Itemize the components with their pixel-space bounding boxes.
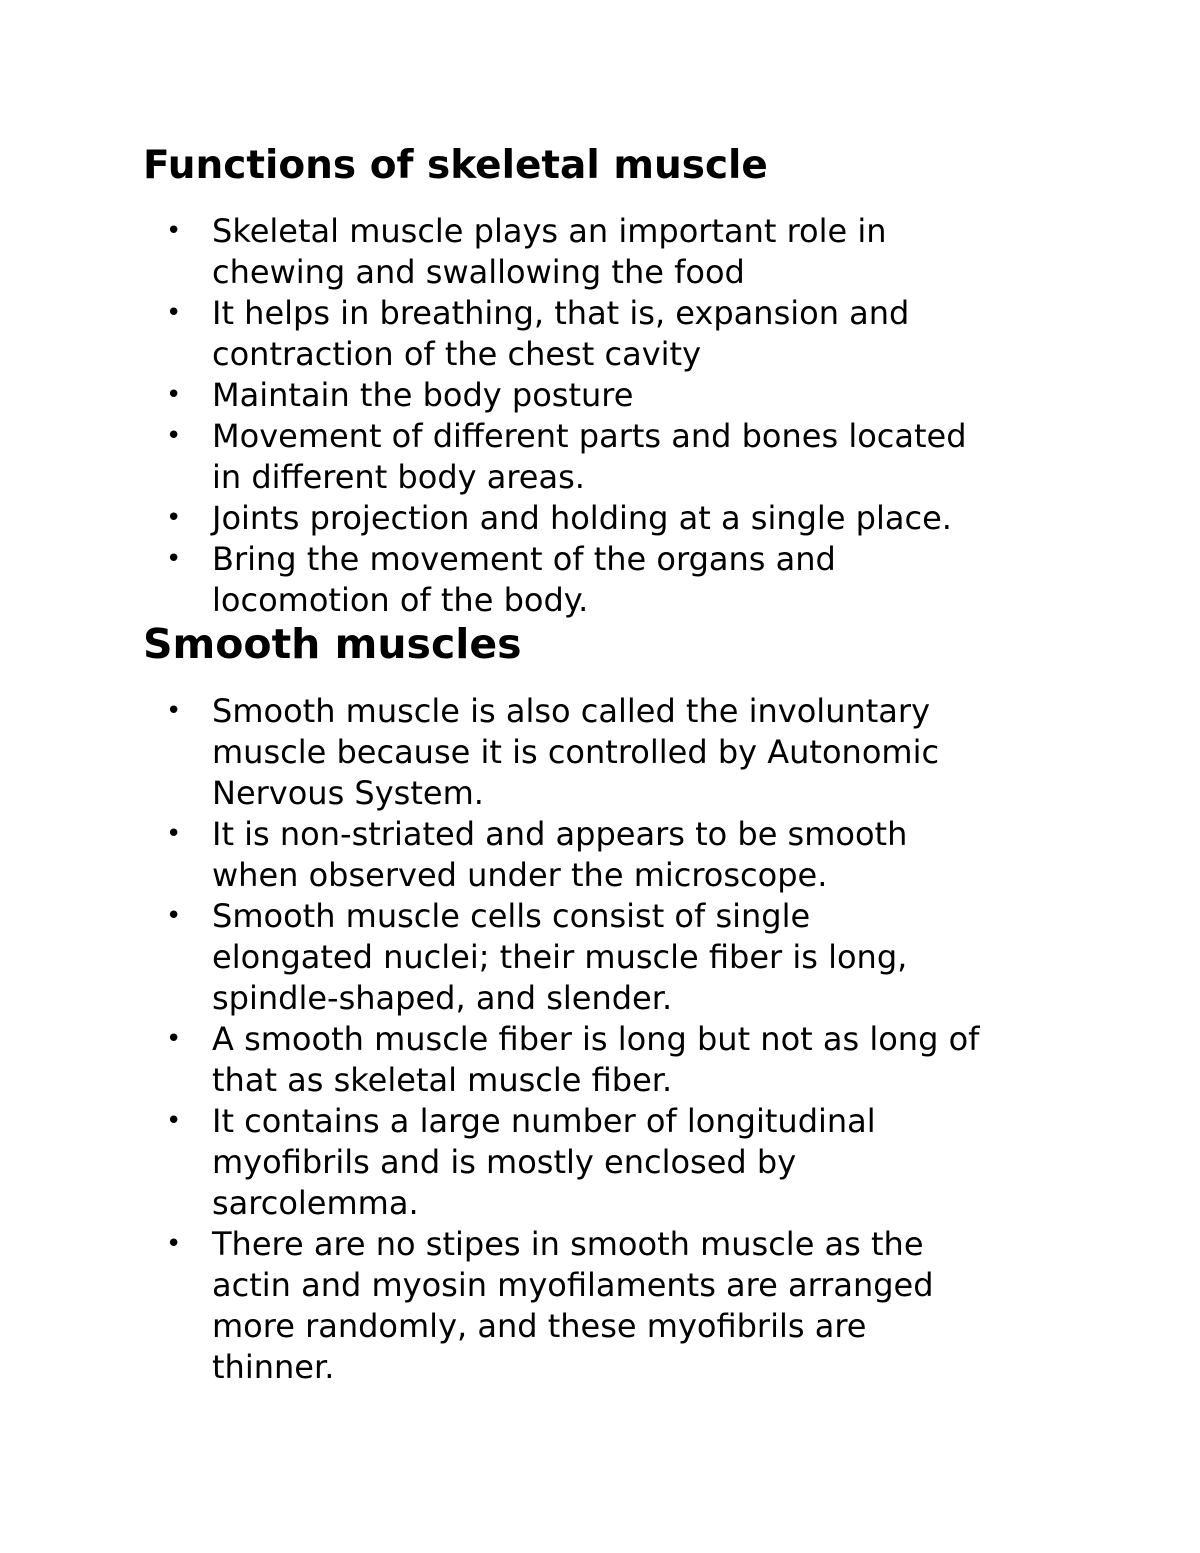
bullet-text-line: contraction of the chest cavity	[212, 335, 701, 373]
bullet-text-line: Bring the movement of the organs and	[212, 540, 836, 578]
bullet-text-line: Skeletal muscle plays an important role in	[212, 212, 887, 250]
bullet-text-line: sarcolemma.	[212, 1184, 419, 1222]
bullet-text-line: It contains a large number of longitudinal	[212, 1102, 876, 1140]
bullet-text-line: Movement of different parts and bones located	[212, 417, 967, 455]
bullet-text-line: muscle because it is controlled by Autonomic	[212, 733, 940, 771]
bullet-text-line: Smooth muscle is also called the involuntary	[212, 692, 930, 730]
bullet-icon: •	[166, 1024, 182, 1054]
bullet-icon: •	[166, 696, 182, 726]
skeletal-functions-list	[0, 211, 1092, 621]
bullet-text-line: actin and myosin myofilaments are arranged	[212, 1266, 934, 1304]
bullet-text-line: more randomly, and these myofibrils are	[212, 1307, 867, 1345]
bullet-icon: •	[166, 298, 182, 328]
list-item	[0, 1224, 1092, 1388]
bullet-icon: •	[166, 1229, 182, 1259]
bullet-text-line: spindle-shaped, and slender.	[212, 979, 673, 1017]
bullet-text-line: Smooth muscle cells consist of single	[212, 897, 811, 935]
bullet-text-line: Maintain the body posture	[212, 376, 634, 414]
bullet-icon: •	[166, 503, 182, 533]
bullet-icon: •	[166, 216, 182, 246]
bullet-icon: •	[166, 819, 182, 849]
bullet-icon: •	[166, 901, 182, 931]
bullet-text-line: There are no stipes in smooth muscle as the	[212, 1225, 924, 1263]
bullet-text-line: Joints projection and holding at a single place.	[212, 499, 952, 537]
list-item	[0, 211, 1092, 293]
section-heading-skeletal-functions: Functions of skeletal muscle	[143, 143, 768, 188]
list-item	[0, 691, 1092, 814]
list-item	[0, 896, 1092, 1019]
bullet-text-line: It is non-striated and appears to be smooth	[212, 815, 908, 853]
bullet-text-line: locomotion of the body.	[212, 581, 589, 619]
list-item	[0, 293, 1092, 375]
list-item	[0, 498, 1092, 539]
section-heading-smooth-muscles: Smooth muscles	[143, 620, 522, 668]
bullet-text-line: in different body areas.	[212, 458, 585, 496]
bullet-text-line: myofibrils and is mostly enclosed by	[212, 1143, 797, 1181]
bullet-text-line: chewing and swallowing the food	[212, 253, 745, 291]
bullet-text-line: that as skeletal muscle fiber.	[212, 1061, 673, 1099]
bullet-icon: •	[166, 544, 182, 574]
bullet-icon: •	[166, 1106, 182, 1136]
bullet-text-line: when observed under the microscope.	[212, 856, 828, 894]
bullet-text-line: thinner.	[212, 1348, 335, 1386]
bullet-text-line: elongated nuclei; their muscle fiber is long,	[212, 938, 908, 976]
list-item	[0, 1101, 1092, 1224]
bullet-text-line: It helps in breathing, that is, expansion and	[212, 294, 910, 332]
smooth-muscles-list	[0, 691, 1092, 1388]
list-item	[0, 1019, 1092, 1101]
bullet-icon: •	[166, 421, 182, 451]
list-item	[0, 375, 1092, 416]
list-item	[0, 416, 1092, 498]
bullet-text-line: A smooth muscle fiber is long but not as long of	[212, 1020, 980, 1058]
list-item	[0, 539, 1092, 621]
bullet-icon: •	[166, 380, 182, 410]
list-item	[0, 814, 1092, 896]
bullet-text-line: Nervous System.	[212, 774, 484, 812]
